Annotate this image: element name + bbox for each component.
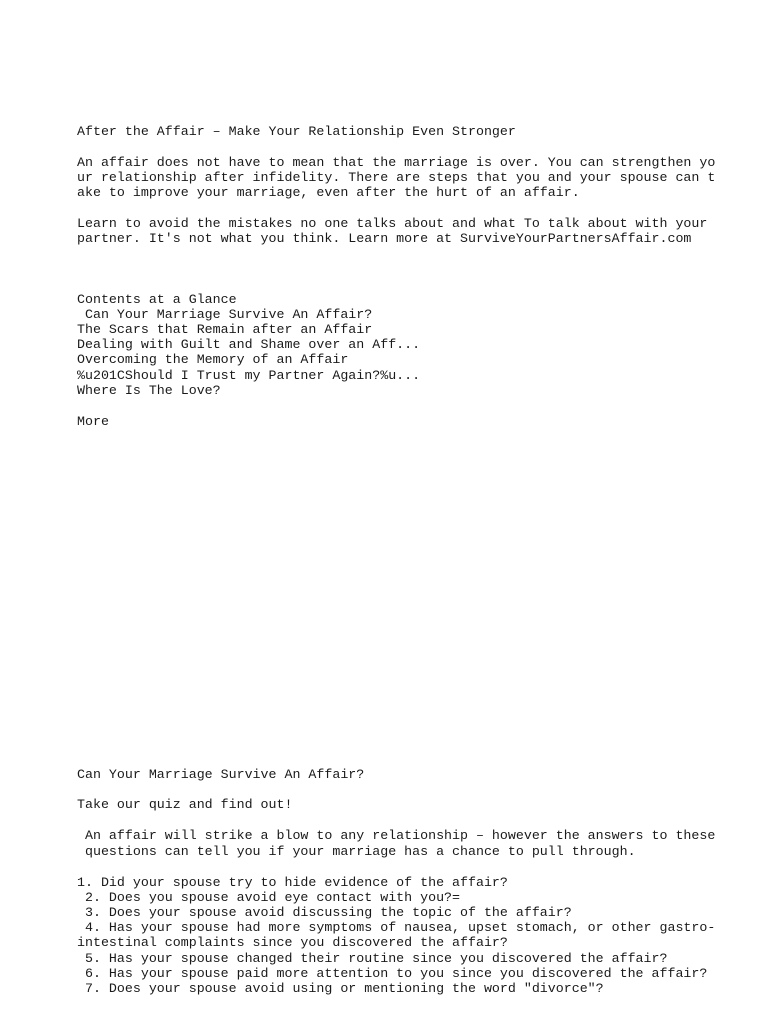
quiz-question: 1. Did your spouse try to hide evidence of the affair? xyxy=(77,875,508,890)
quiz-intro: Take our quiz and find out! xyxy=(77,797,293,812)
lead-line-2: questions can tell you if your marriage has a chance to pull through. xyxy=(77,844,636,859)
more-link[interactable]: More xyxy=(77,414,109,429)
quiz-question-continued: intestinal complaints since you discovered the affair? xyxy=(77,935,508,950)
contents-item[interactable]: Can Your Marriage Survive An Affair? xyxy=(77,307,373,322)
quiz-question: 4. Has your spouse had more symptoms of nausea, upset stomach, or other gastro- xyxy=(77,920,716,935)
lead-line-1: An affair will strike a blow to any relationship – however the answers to these xyxy=(77,828,716,843)
contents-item[interactable]: %u201CShould I Trust my Partner Again?%u... xyxy=(77,368,421,383)
quiz-question: 6. Has your spouse paid more attention to you since you discovered the affair? xyxy=(77,966,708,981)
intro-line-1: An affair does not have to mean that the marriage is over. You can strengthen yo xyxy=(77,155,716,170)
quiz-question: 5. Has your spouse changed their routine since you discovered the affair? xyxy=(77,951,668,966)
promo-line-2: partner. It's not what you think. Learn more at SurviveYourPartnersAffair.com xyxy=(77,231,692,246)
contents-item[interactable]: The Scars that Remain after an Affair xyxy=(77,322,373,337)
section-heading: Can Your Marriage Survive An Affair? xyxy=(77,767,365,782)
quiz-question: 3. Does your spouse avoid discussing the topic of the affair? xyxy=(77,905,572,920)
contents-item[interactable]: Overcoming the Memory of an Affair xyxy=(77,352,349,367)
promo-line-1: Learn to avoid the mistakes no one talks about and what To talk about with your xyxy=(77,216,708,231)
document-title: After the Affair – Make Your Relationship Even Stronger xyxy=(77,124,516,139)
contents-item[interactable]: Dealing with Guilt and Shame over an Aff... xyxy=(77,337,421,352)
intro-line-3: ake to improve your marriage, even after the hurt of an affair. xyxy=(77,185,580,200)
quiz-question: 2. Does you spouse avoid eye contact with you?= xyxy=(77,890,461,905)
quiz-question: 7. Does your spouse avoid using or mentioning the word "divorce"? xyxy=(77,981,604,996)
intro-line-2: ur relationship after infidelity. There are steps that you and your spouse can t xyxy=(77,170,716,185)
contents-item[interactable]: Where Is The Love? xyxy=(77,383,221,398)
contents-heading: Contents at a Glance xyxy=(77,292,237,307)
